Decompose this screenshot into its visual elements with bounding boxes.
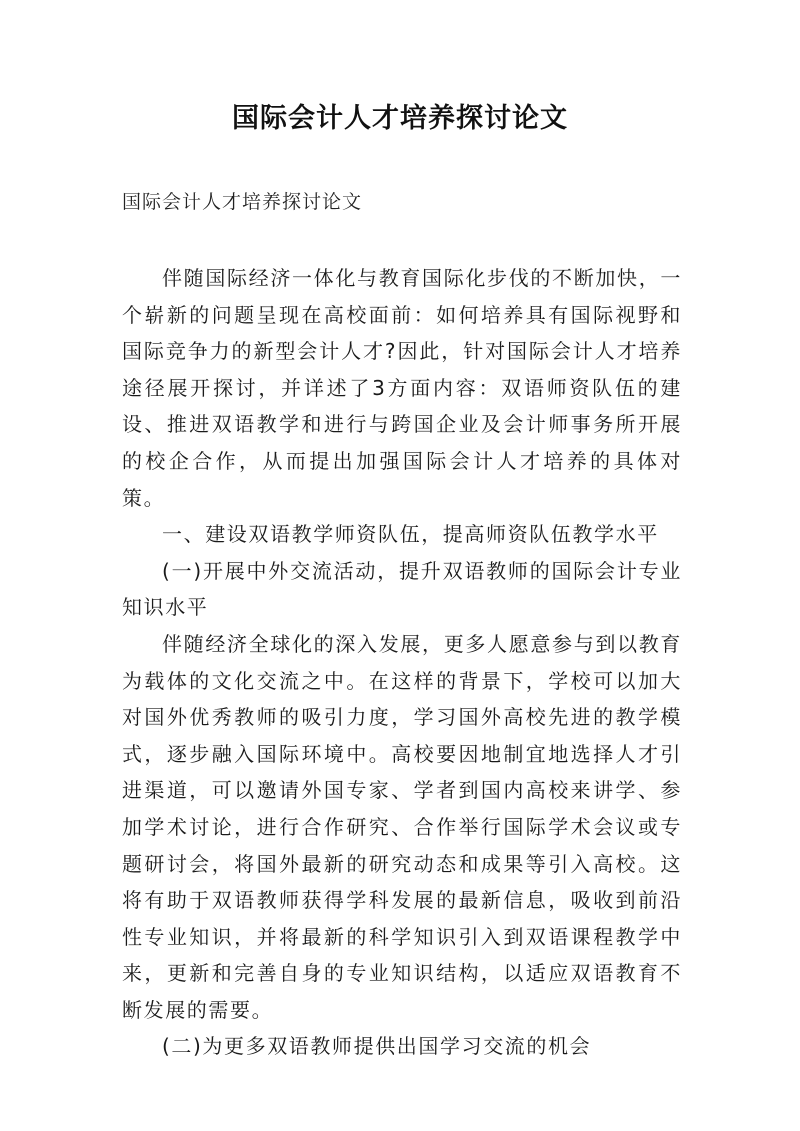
paragraph-body: 伴随经济全球化的深入发展，更多人愿意参与到以教育为载体的文化交流之中。在这样的背景下，学校可以加大对国外优秀教师的吸引力度，学习国外高校先进的教学模式，逐步融入国际环境中。高校要因地制宜地选择人才引进渠道，可以邀请外国专家、学者到国内高校来讲学、参加学术讨论，进行合作研究、合作举行国际学术会议或专题研讨会，将国外最新的研究动态和成果等引入高校。这将有助于双语教师获得学科发展的最新信息，吸收到前沿性专业知识，并将最新的科学知识引入到双语课程教学中来，更新和完善自身的专业知识结构，以适应双语教育不断发展的需要。 — [122, 631, 682, 1022]
document-subtitle: 国际会计人才培养探讨论文 — [122, 191, 363, 213]
paragraph-intro: 伴随国际经济一体化与教育国际化步伐的不断加快，一个崭新的问题呈现在高校面前：如何培养具有国际视野和国际竞争力的新型会计人才?因此，针对国际会计人才培养途径展开探讨，并详述了3方面内容：双语师资队伍的建设、推进双语教学和进行与跨国企业及会计师事务所开展的校企合作，从而提出加强国际会计人才培养的具体对策。 — [122, 266, 682, 510]
document-title: 国际会计人才培养探讨论文 — [232, 103, 568, 134]
subsection-heading-2: (二)为更多双语教师提供出国学习交流的机会 — [162, 1034, 592, 1059]
subsection-heading-1: (一)开展中外交流活动，提升双语教师的国际会计专业知识水平 — [122, 558, 682, 620]
section-heading-1: 一、建设双语教学师资队伍，提高师资队伍教学水平 — [162, 522, 659, 547]
document-body — [122, 260, 682, 1065]
